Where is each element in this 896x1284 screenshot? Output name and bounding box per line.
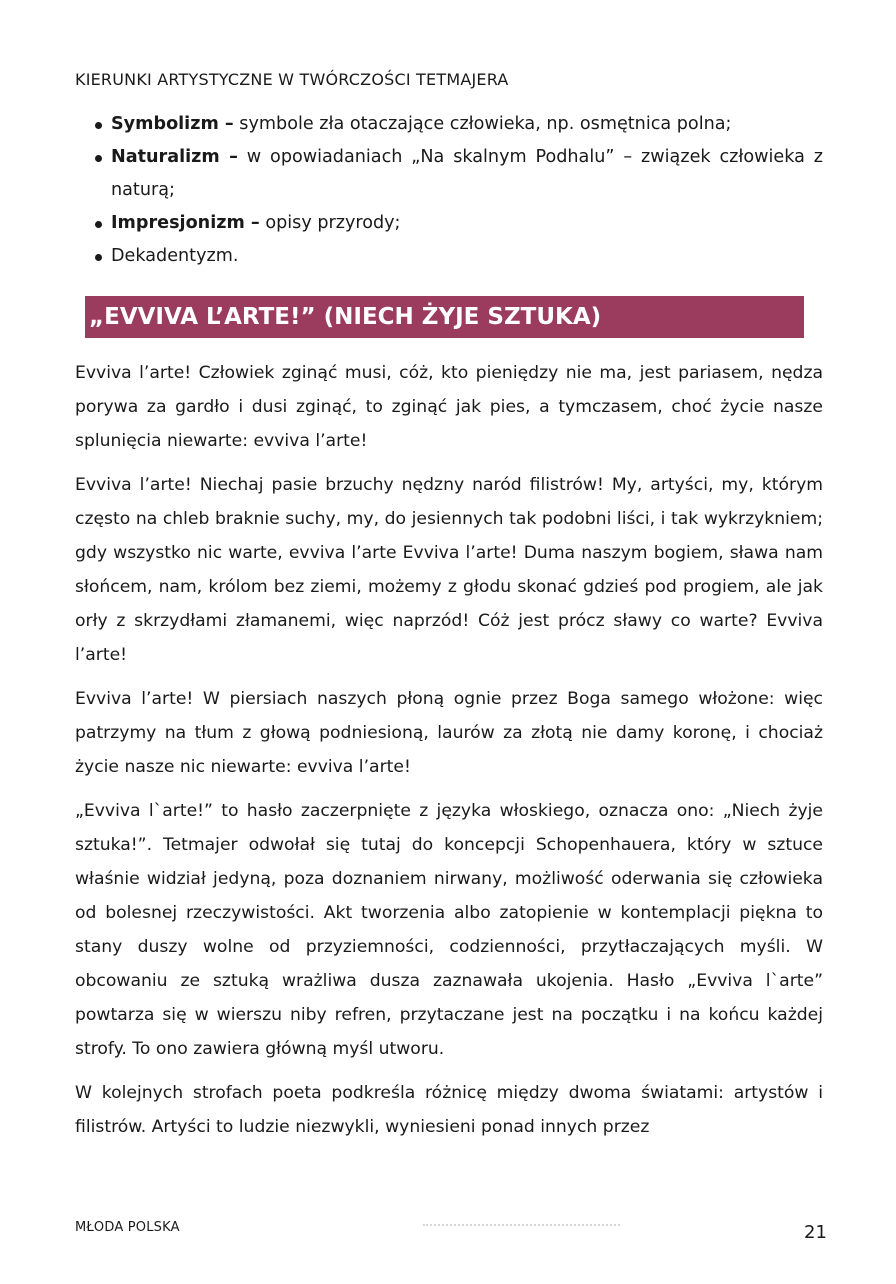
page-number: 21 — [804, 1222, 827, 1243]
paragraph: Evviva l’arte! Niechaj pasie brzuchy nędzny naród filistrów! My, artyści, my, którym często na chleb braknie suchy, my, do jesiennych tak podobni liści, i tak wykrzykniem; gdy wszystko nic warte, evviva l’arte Evviva l’arte! Duma naszym bogiem, sława nam słońcem, nam, królom bez ziemi, możemy z głodu skonać gdzieś pod progiem, ale jak orły z skrzydłami złamanemi, więc naprzód! Cóż jest prócz sławy co warte? Evviva l’arte! — [75, 475, 823, 665]
list-item-term: Impresjonizm – — [111, 213, 260, 233]
list-item-text: symbole zła otaczające człowieka, np. osmętnica polna; — [233, 114, 732, 134]
section-title: „EVVIVA L’ARTE!” (NIECH ŻYJE SZTUKA) — [89, 304, 602, 330]
section-title-bar — [85, 296, 804, 338]
paragraph: Evviva l’arte! W piersiach naszych płoną ognie przez Boga samego włożone: więc patrzymy na tłum z głową podniesioną, laurów za złotą nie damy koronę, i chociaż życie nasze nic niewarte: evviva l’arte! — [75, 689, 823, 777]
paragraph: „Evviva l`arte!” to hasło zaczerpnięte z języka włoskiego, oznacza ono: „Niech żyje sztuka!”. Tetmajer odwołał się tutaj do koncepcji Schopenhauera, który w sztuce właśnie widział jedyną, poza doznaniem nirwany, możliwość oderwania się człowieka od bolesnej rzeczywistości. Akt tworzenia albo zatopienie w kontemplacji piękna to stany duszy wolne od przyziemności, codzienności, przytłaczających myśli. W obcowaniu ze sztuką wrażliwa dusza zaznawała ukojenia. Hasło „Evviva l`arte” powtarza się w wierszu niby refren, przytaczane jest na początku i na końcu każdej strofy. To ono zawiera główną myśl utworu. — [75, 801, 823, 1059]
art-movements-list — [95, 108, 823, 273]
list-item-term: Naturalizm – — [111, 147, 238, 167]
body-text — [75, 356, 823, 1154]
list-item-text: opisy przyrody; — [259, 213, 401, 233]
list-item — [95, 240, 823, 273]
list-item-term: Symbolizm – — [111, 114, 234, 134]
list-item — [95, 207, 823, 240]
list-item-text: Dekadentyzm. — [111, 246, 239, 266]
list-item — [95, 141, 823, 207]
list-item — [95, 108, 823, 141]
list-item-text: w opowiadaniach „Na skalnym Podhalu” – związek człowieka z naturą; — [111, 147, 823, 200]
footer-divider — [423, 1224, 620, 1226]
footer-section-name: MŁODA POLSKA — [75, 1220, 180, 1235]
subsection-heading: KIERUNKI ARTYSTYCZNE W TWÓRCZOŚCI TETMAJERA — [75, 70, 509, 89]
paragraph: Evviva l’arte! Człowiek zginąć musi, cóż, kto pieniędzy nie ma, jest pariasem, nędza porywa za gardło i dusi zginąć, to zginąć jak pies, a tymczasem, choć życie nasze splunięcia niewarte: evviva l’arte! — [75, 363, 823, 451]
paragraph: W kolejnych strofach poeta podkreśla różnicę między dwoma światami: artystów i filistrów. Artyści to ludzie niezwykli, wyniesieni ponad innych przez — [75, 1083, 823, 1137]
